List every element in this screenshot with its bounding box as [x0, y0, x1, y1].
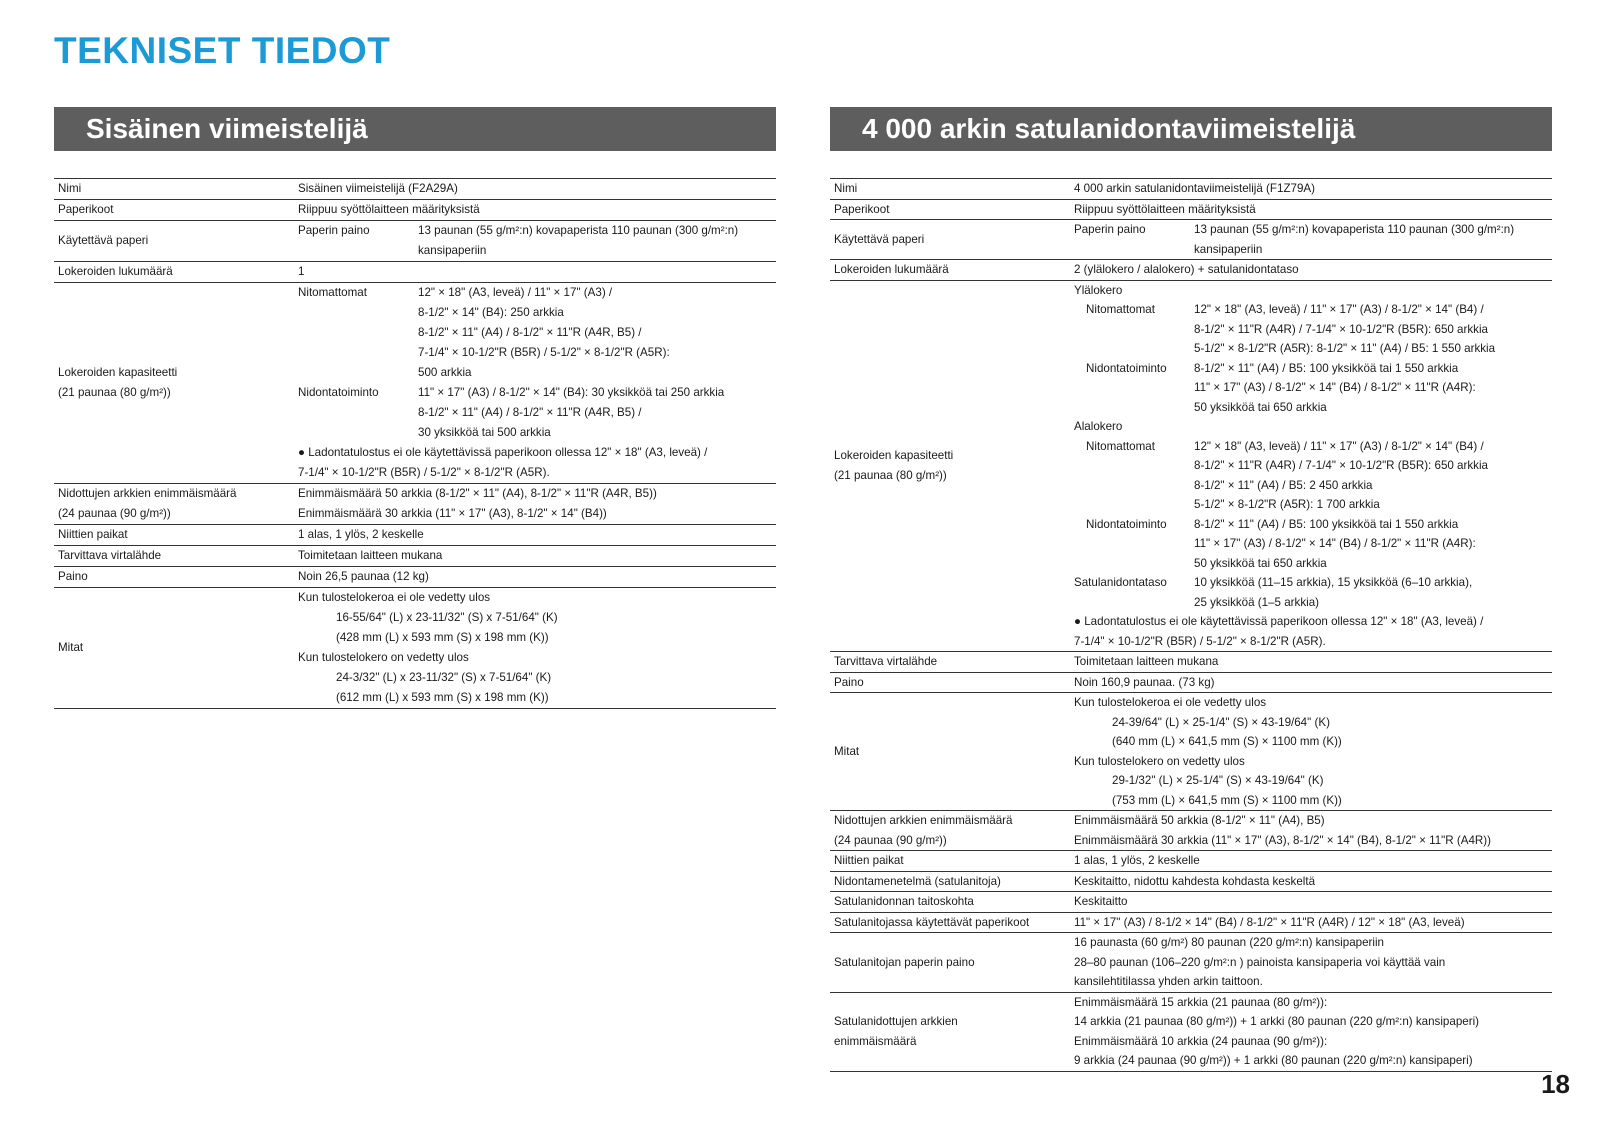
table-row [54, 483, 776, 524]
value-line: (753 mm (L) × 641,5 mm (S) × 1100 mm (K)) [1112, 793, 1342, 807]
row-value [1070, 993, 1552, 1071]
value-line: Kun tulostelokeroa ei ole vedetty ulos [1074, 696, 1267, 709]
table-row [830, 692, 1552, 810]
value-line: 30 yksikköä tai 500 arkkia [418, 426, 551, 439]
row-value: Toimitetaan laitteen mukana [1074, 655, 1219, 668]
table-row [830, 259, 1552, 280]
value-line: 16-55/64" (L) x 23-11/32" (S) x 7-51/64" (K) [336, 611, 558, 624]
row-label: Käytettävä paperi [834, 232, 925, 246]
sub-label: Paperin paino [1074, 223, 1146, 236]
value-line: 50 yksikköä tai 650 arkkia [1194, 556, 1327, 570]
internal-finisher-section [54, 107, 776, 709]
table-row [54, 179, 776, 199]
row-value [1070, 811, 1552, 850]
saddle-finisher-section [830, 107, 1552, 1072]
row-value: Riippuu syöttölaitteen määrityksistä [1074, 202, 1256, 216]
row-label: Niittien paikat [834, 854, 904, 867]
table-row [54, 282, 776, 483]
value-line: 5-1/2" × 8-1/2"R (A5R): 8-1/2" × 11" (A4) / B5: 1 550 arkkia [1194, 342, 1496, 355]
row-label: Tarvittava virtalähde [834, 655, 938, 668]
value-line: 29-1/32" (L) × 25-1/4" (S) × 43-19/64" (K) [1112, 774, 1324, 787]
value-line: 50 yksikköä tai 650 arkkia [1194, 400, 1327, 414]
sub-label: Nidontatoiminto [1086, 517, 1167, 531]
table-row [830, 651, 1552, 672]
sub-heading: Alalokero [1074, 420, 1123, 433]
value-line: Kun tulostelokeroa ei ole vedetty ulos [298, 591, 491, 604]
row-value: 1 alas, 1 ylös, 2 keskelle [298, 528, 424, 541]
row-value: 1 [298, 265, 305, 278]
value-line: 24-39/64" (L) × 25-1/4" (S) × 43-19/64" (K) [1112, 715, 1330, 729]
table-row [830, 992, 1552, 1071]
table-row [830, 871, 1552, 892]
value-line: 11" × 17" (A3) / 8-1/2" × 14" (B4) / 8-1/2" × 11"R (A4R): [1194, 537, 1476, 550]
table-row [54, 587, 776, 708]
row-label: Nimi [834, 182, 858, 195]
table-row [54, 261, 776, 282]
row-label: Paino [834, 675, 864, 689]
value-line: 28–80 paunan (106–220 g/m²:n ) painoista kansipaperia voi käyttää vain [1074, 955, 1446, 969]
value-line: 8-1/2" × 11"R (A4R) / 7-1/4" × 10-1/2"R (B5R): 650 arkkia [1194, 322, 1488, 336]
value-line: 25 yksikköä (1–5 arkkia) [1194, 595, 1320, 609]
row-value [1070, 933, 1552, 992]
row-label [830, 811, 1070, 850]
note-line: 7-1/4" × 10-1/2"R (B5R) / 5-1/2" × 8-1/2"R (A5R). [1074, 634, 1326, 648]
row-label [54, 484, 294, 524]
note-line: ● Ladontatulostus ei ole käytettävissä paperikoon ollessa 12" × 18" (A3, leveä) / [1074, 615, 1484, 628]
value-line: Enimmäismäärä 50 arkkia (8-1/2" × 11" (A4), B5) [1074, 814, 1325, 827]
value-line: 24-3/32" (L) x 23-11/32" (S) x 7-51/64" (K) [336, 671, 552, 684]
row-value: Riippuu syöttölaitteen määrityksistä [298, 203, 480, 216]
value-line: 9 arkkia (24 paunaa (90 g/m²)) + 1 arkki (80 paunan (220 g/m²:n) kansipaperi) [1074, 1054, 1473, 1067]
note [1074, 612, 1552, 651]
row-label [830, 281, 1070, 652]
table-row [830, 850, 1552, 871]
label-line: Lokeroiden kapasiteetti [834, 449, 954, 463]
sub-label: Nidontatoiminto [298, 386, 379, 399]
row-value: Sisäinen viimeistelijä (F2A29A) [298, 182, 458, 195]
label-line: enimmäismäärä [834, 1034, 917, 1048]
value-line: (640 mm (L) × 641,5 mm (S) × 1100 mm (K)) [1112, 735, 1342, 748]
table-row [830, 179, 1552, 199]
value-line: Enimmäismäärä 30 arkkia (11" × 17" (A3), 8-1/2" × 14" (B4), 8-1/2" × 11"R (A4R)) [1074, 833, 1492, 847]
section-heading: 4 000 arkin satulanidontaviimeistelijä [830, 107, 1552, 151]
spec-table [830, 178, 1552, 1072]
value-line: kansilehtitilassa yhden arkin taittoon. [1074, 975, 1263, 988]
row-label: Nidontamenetelmä (satulanitoja) [834, 874, 1001, 888]
value-line: 8-1/2" × 11" (A4) / B5: 100 yksikköä tai 1 550 arkkia [1194, 361, 1459, 375]
value-line: 10 yksikköä (11–15 arkkia), 15 yksikköä (6–10 arkkia), [1194, 576, 1473, 589]
table-row [830, 912, 1552, 933]
row-value: Toimitetaan laitteen mukana [298, 549, 443, 562]
row-label: Käytettävä paperi [58, 234, 149, 247]
row-value [294, 221, 776, 261]
table-row [830, 891, 1552, 912]
value-line: 8-1/2" × 11" (A4) / B5: 2 450 arkkia [1194, 478, 1373, 492]
value-line: Enimmäismäärä 10 arkkia (24 paunaa (90 g/m²)): [1074, 1034, 1328, 1048]
value-line: Enimmäismäärä 50 arkkia (8-1/2" × 11" (A4), 8-1/2" × 11"R (A4R, B5)) [298, 487, 657, 500]
table-row [54, 545, 776, 566]
section-heading: Sisäinen viimeistelijä [54, 107, 776, 151]
row-value: Noin 26,5 paunaa (12 kg) [298, 570, 429, 583]
value-line: 14 arkkia (21 paunaa (80 g/m²)) + 1 arkki (80 paunan (220 g/m²:n) kansipaperi) [1074, 1015, 1480, 1028]
row-label [830, 993, 1070, 1071]
note-line: 7-1/4" × 10-1/2"R (B5R) / 5-1/2" × 8-1/2"R (A5R). [298, 466, 550, 479]
value-line: 11" × 17" (A3) / 8-1/2" × 14" (B4): 30 yksikköä tai 250 arkkia [418, 386, 725, 399]
value-line: 8-1/2" × 11"R (A4R) / 7-1/4" × 10-1/2"R (B5R): 650 arkkia [1194, 459, 1488, 472]
value-line: 12" × 18" (A3, leveä) / 11" × 17" (A3) / [418, 286, 613, 299]
sub-label: Nitomattomat [298, 286, 367, 299]
sub-heading: Ylälokero [1074, 283, 1123, 297]
value-line: (428 mm (L) x 593 mm (S) x 198 mm (K)) [336, 631, 549, 644]
label-line: Nidottujen arkkien enimmäismäärä [58, 487, 237, 500]
note-line: ● Ladontatulostus ei ole käytettävissä paperikoon ollessa 12" × 18" (A3, leveä) / [298, 446, 708, 459]
value-line: 11" × 17" (A3) / 8-1/2" × 14" (B4) / 8-1/2" × 11"R (A4R): [1194, 381, 1476, 394]
table-row [830, 199, 1552, 220]
row-value [1070, 281, 1552, 652]
value-line: 12" × 18" (A3, leveä) / 11" × 17" (A3) / 8-1/2" × 14" (B4) / [1194, 303, 1484, 316]
row-label: Nimi [58, 182, 82, 195]
row-value [294, 484, 776, 524]
note [298, 443, 776, 483]
row-value: 11" × 17" (A3) / 8-1/2 × 14" (B4) / 8-1/2" × 11"R (A4R) / 12" × 18" (A3, leveä) [1074, 915, 1465, 929]
label-line: Satulanidottujen arkkien [834, 1015, 958, 1028]
table-row [830, 280, 1552, 652]
value-line: 8-1/2" × 11" (A4) / 8-1/2" × 11"R (A4R, B5) / [418, 326, 642, 339]
label-line: (24 paunaa (90 g/m²)) [58, 507, 171, 520]
row-label [54, 283, 294, 483]
page-title: TEKNISET TIEDOT [54, 30, 391, 71]
row-value: 1 alas, 1 ylös, 2 keskelle [1074, 854, 1200, 867]
sub-label: Satulanidontataso [1074, 576, 1167, 589]
row-label: Lokeroiden lukumäärä [58, 265, 173, 278]
sub-label: Paperin paino [298, 224, 370, 237]
label-line: (21 paunaa (80 g/m²)) [834, 468, 947, 482]
value-line: 16 paunasta (60 g/m²) 80 paunan (220 g/m²:n) kansipaperiin [1074, 936, 1384, 949]
value-line: 12" × 18" (A3, leveä) / 11" × 17" (A3) / 8-1/2" × 14" (B4) / [1194, 439, 1484, 453]
row-label: Paperikoot [58, 203, 114, 216]
value-line: 8-1/2" × 11" (A4) / B5: 100 yksikköä tai 1 550 arkkia [1194, 517, 1459, 531]
table-row [54, 566, 776, 587]
value-line: 8-1/2" × 11" (A4) / 8-1/2" × 11"R (A4R, B5) / [418, 406, 642, 419]
value-line: kansipaperiin [418, 244, 487, 257]
row-label: Satulanitojan paperin paino [834, 955, 975, 969]
row-label: Tarvittava virtalähde [58, 549, 162, 562]
value-line: 13 paunan (55 g/m²:n) kovapaperista 110 paunan (300 g/m²:n) [418, 224, 739, 237]
row-label: Paino [58, 570, 88, 583]
row-value [294, 283, 776, 483]
table-row [830, 810, 1552, 850]
table-row [830, 219, 1552, 259]
value-line: 8-1/2" × 14" (B4): 250 arkkia [418, 306, 564, 319]
row-value: 2 (ylälokero / alalokero) + satulanidontataso [1074, 263, 1299, 276]
value-line: 13 paunan (55 g/m²:n) kovapaperista 110 paunan (300 g/m²:n) [1194, 223, 1515, 236]
row-value [1070, 220, 1552, 259]
sub-label: Nitomattomat [1086, 303, 1155, 316]
table-row [830, 672, 1552, 693]
value-line: 500 arkkia [418, 366, 472, 379]
table-row [54, 220, 776, 261]
spec-table [54, 178, 776, 709]
value-line: Kun tulostelokero on vedetty ulos [1074, 754, 1245, 768]
value-line: 5-1/2" × 8-1/2"R (A5R): 1 700 arkkia [1194, 498, 1380, 511]
row-value: Keskitaitto, nidottu kahdesta kohdasta keskeltä [1074, 874, 1316, 888]
row-label: Mitat [58, 641, 84, 654]
value-line: Enimmäismäärä 30 arkkia (11" × 17" (A3), 8-1/2" × 14" (B4)) [298, 507, 607, 520]
value-line: Kun tulostelokero on vedetty ulos [298, 651, 469, 664]
value-line: kansipaperiin [1194, 242, 1263, 256]
row-value: Noin 160,9 paunaa. (73 kg) [1074, 675, 1215, 689]
value-line: (612 mm (L) x 593 mm (S) x 198 mm (K)) [336, 691, 549, 704]
page-number: 18 [1541, 1069, 1570, 1099]
sub-label: Nitomattomat [1086, 439, 1155, 453]
label-line: (21 paunaa (80 g/m²)) [58, 386, 171, 399]
row-label: Niittien paikat [58, 528, 128, 541]
label-line: (24 paunaa (90 g/m²)) [834, 833, 947, 847]
sub-label: Nidontatoiminto [1086, 361, 1167, 375]
row-value: 4 000 arkin satulanidontaviimeistelijä (F1Z79A) [1074, 182, 1316, 195]
row-label: Paperikoot [834, 202, 890, 216]
value-line: 7-1/4" × 10-1/2"R (B5R) / 5-1/2" × 8-1/2"R (A5R): [418, 346, 670, 359]
label-line: Lokeroiden kapasiteetti [58, 366, 178, 379]
row-label: Satulanitojassa käytettävät paperikoot [834, 915, 1030, 929]
row-label: Satulanidonnan taitoskohta [834, 895, 974, 908]
table-row [54, 199, 776, 220]
value-line: Enimmäismäärä 15 arkkia (21 paunaa (80 g/m²)): [1074, 995, 1328, 1009]
row-value [294, 588, 776, 708]
table-row [54, 524, 776, 545]
table-row [830, 932, 1552, 992]
row-value: Keskitaitto [1074, 895, 1128, 908]
label-line: Nidottujen arkkien enimmäismäärä [834, 814, 1013, 827]
row-label: Lokeroiden lukumäärä [834, 263, 949, 276]
row-value [1070, 693, 1552, 810]
row-label: Mitat [834, 744, 860, 758]
